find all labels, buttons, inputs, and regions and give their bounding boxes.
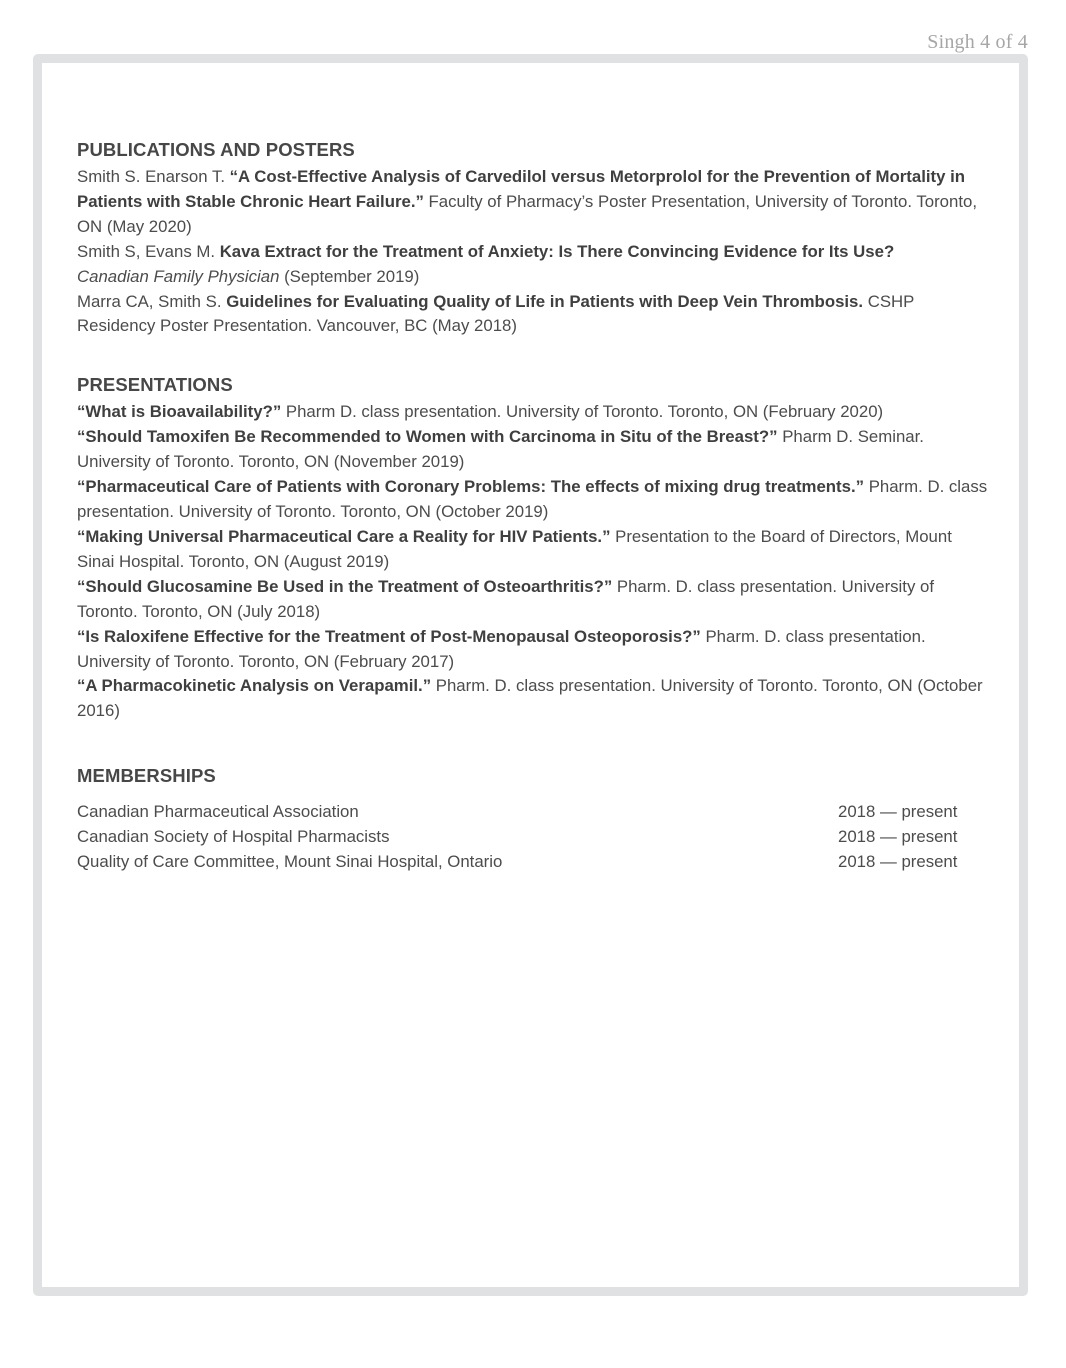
membership-row: [77, 825, 992, 850]
presentation-title: “A Pharmacokinetic Analysis on Verapamil.”: [77, 676, 432, 696]
membership-name: Canadian Pharmaceutical Association: [77, 802, 359, 822]
publication-authors: Marra CA, Smith S.: [77, 291, 227, 311]
membership-dates: 2018 — present: [838, 827, 958, 847]
presentation-entry: [77, 400, 992, 425]
publication-venue: Faculty of Pharmacy’s Poster Presentation, University of Toronto. Toronto, ON (May 2020): [77, 191, 977, 236]
membership-list: [77, 800, 992, 875]
membership-name: Canadian Society of Hospital Pharmacists: [77, 827, 390, 847]
presentation-entry: [77, 475, 992, 525]
presentation-entry: [77, 625, 992, 675]
publication-journal: Canadian Family Physician: [77, 266, 280, 286]
presentation-title: “Pharmaceutical Care of Patients with Coronary Problems: The effects of mixing drug treatments.”: [77, 477, 865, 497]
running-header-page-number: Singh 4 of 4: [927, 31, 1028, 53]
publication-title: Kava Extract for the Treatment of Anxiety: Is There Convincing Evidence for Its Use?: [219, 241, 895, 261]
presentation-detail: Pharm D. class presentation. University of Toronto. Toronto, ON (February 2020): [281, 402, 884, 422]
section-heading-memberships: MEMBERSHIPS: [77, 765, 216, 787]
section-publications-and-posters: [77, 138, 992, 339]
publication-entry: [77, 290, 992, 340]
membership-row: [77, 850, 992, 875]
publication-authors: Smith S, Evans M.: [77, 241, 220, 261]
presentation-detail: Pharm. D. class presentation. University of Toronto. Toronto, ON (July 2018): [77, 576, 934, 621]
publication-venue: (September 2019): [279, 266, 420, 286]
publication-authors: Smith S. Enarson T.: [77, 167, 230, 187]
presentation-title: “Making Universal Pharmaceutical Care a Reality for HIV Patients.”: [77, 526, 611, 546]
membership-dates: 2018 — present: [838, 852, 958, 872]
presentation-detail: Pharm. D. class presentation. University of Toronto. Toronto, ON (October 2016): [77, 676, 983, 721]
section-spacer: [77, 724, 992, 764]
section-heading-publications: PUBLICATIONS AND POSTERS: [77, 139, 355, 160]
presentation-entry: [77, 525, 992, 575]
publication-entry: [77, 165, 992, 240]
publication-entry: [77, 240, 992, 290]
presentation-title: “What is Bioavailability?”: [77, 402, 282, 422]
presentation-detail: Pharm D. Seminar. University of Toronto. Toronto, ON (November 2019): [77, 427, 924, 472]
resume-content: [77, 138, 992, 875]
presentation-detail: Presentation to the Board of Directors, Mount Sinai Hospital. Toronto, ON (August 2019): [77, 526, 952, 571]
section-spacer: [77, 339, 992, 373]
presentation-detail: Pharm. D. class presentation. University of Toronto. Toronto, ON (February 2017): [77, 626, 926, 671]
presentation-title: “Should Glucosamine Be Used in the Treatment of Osteoarthritis?”: [77, 576, 613, 596]
section-presentations: [77, 373, 992, 724]
presentation-detail: Pharm. D. class presentation. University of Toronto. Toronto, ON (October 2019): [77, 477, 988, 522]
presentation-entry: [77, 425, 992, 475]
membership-row: [77, 800, 992, 825]
presentation-title: “Should Tamoxifen Be Recommended to Women with Carcinoma in Situ of the Breast?”: [77, 427, 778, 447]
section-heading-presentations: PRESENTATIONS: [77, 374, 233, 396]
presentation-entry: [77, 575, 992, 625]
publication-venue: CSHP Residency Poster Presentation. Vancouver, BC (May 2018): [77, 291, 915, 336]
membership-name: Quality of Care Committee, Mount Sinai Hospital, Ontario: [77, 852, 503, 872]
presentation-title: “Is Raloxifene Effective for the Treatment of Post-Menopausal Osteoporosis?”: [77, 626, 701, 646]
publication-title: Guidelines for Evaluating Quality of Life in Patients with Deep Vein Thrombosis.: [226, 291, 864, 311]
publication-title: “A Cost-Effective Analysis of Carvedilol versus Metorprolol for the Prevention of Mortality in Patients with Stable Chronic Heart Failure.”: [77, 167, 966, 211]
presentation-entry: [77, 674, 992, 724]
membership-dates: 2018 — present: [838, 802, 958, 822]
section-memberships: [77, 764, 992, 875]
